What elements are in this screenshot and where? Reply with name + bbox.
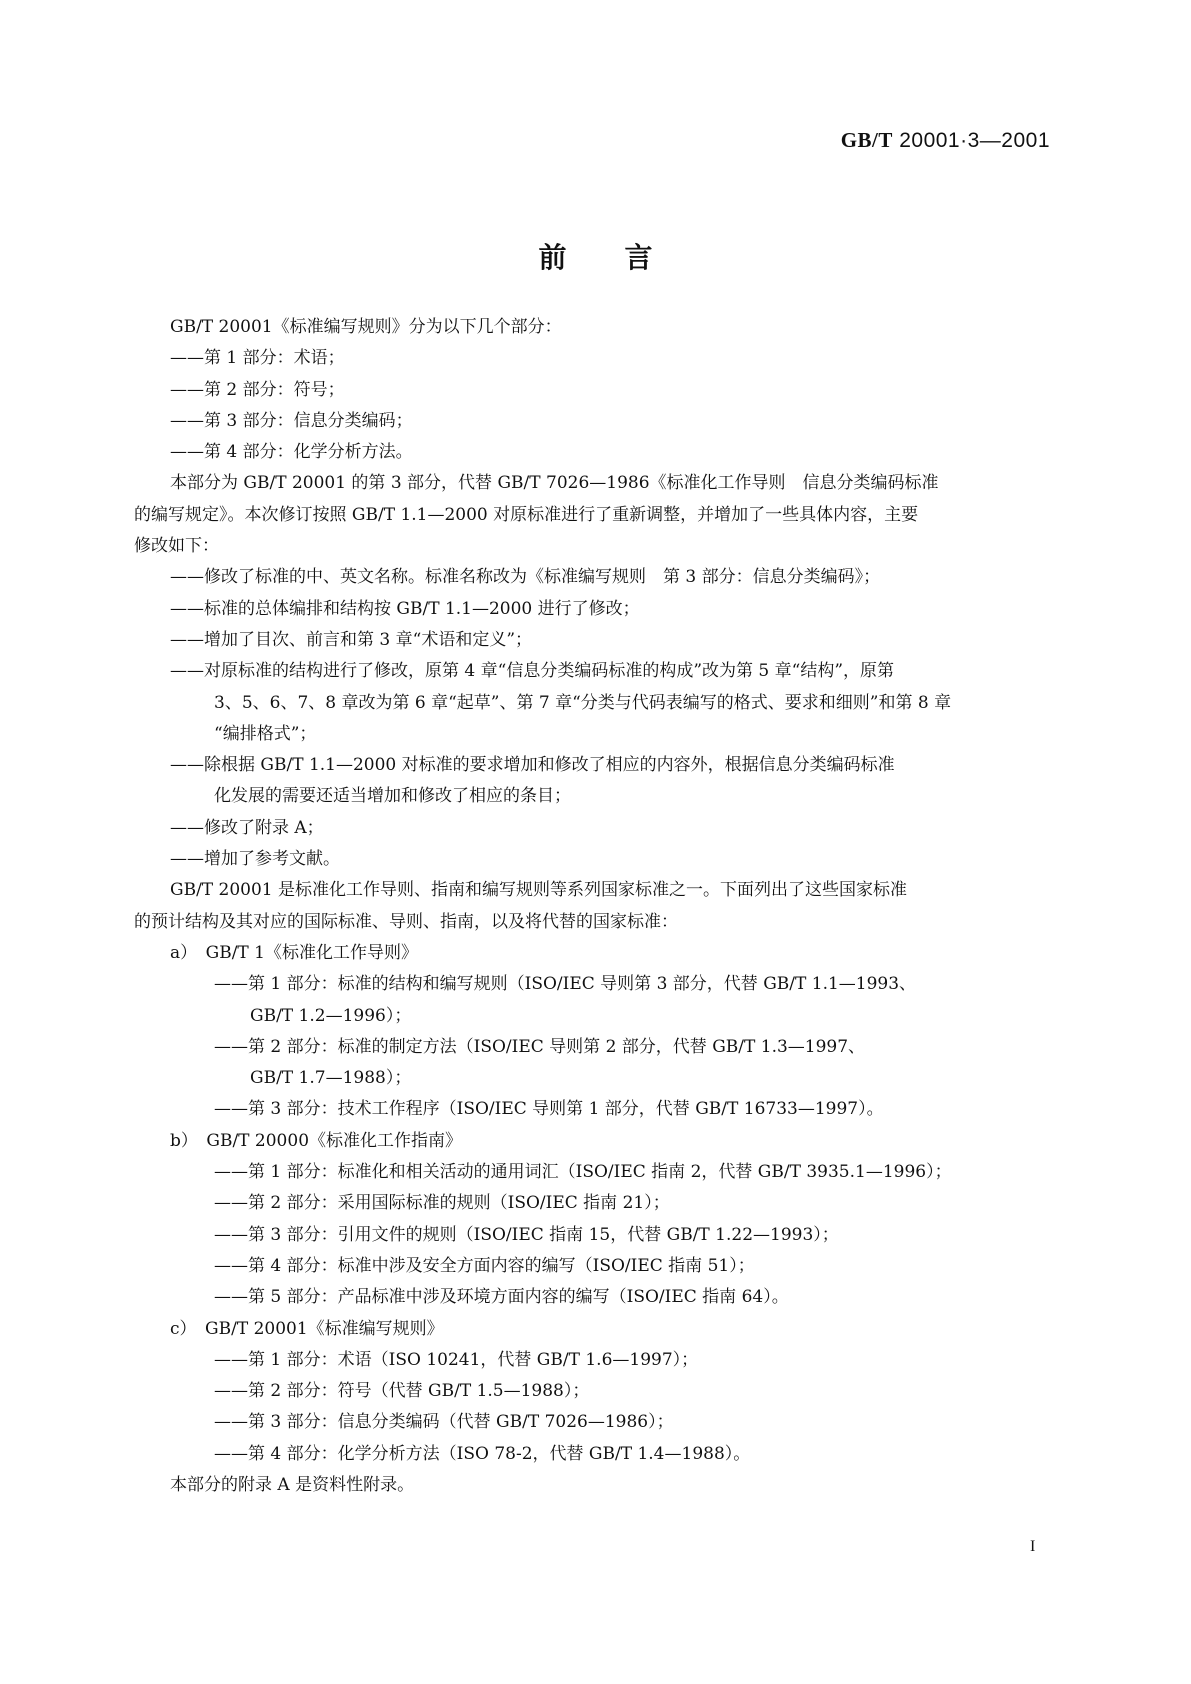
change-item: ——增加了参考文献。 [170,849,340,870]
series-item: ——第 1 部分：术语（ISO 10241，代替 GB/T 1.6—1997）； [214,1349,699,1370]
series-list-a [170,938,1056,1126]
change-item-continued: 化发展的需要还适当增加和修改了相应的条目； [214,786,571,807]
closing-paragraph: 本部分的附录 A 是资料性附录。 [170,1474,415,1495]
series-item: ——第 2 部分：标准的制定方法（ISO/IEC 导则第 2 部分，代替 GB/T 1.3—1997、 [214,1036,866,1057]
parts-list-item: ——第 3 部分：信息分类编码； [170,410,413,431]
series-item: ——第 1 部分：标准的结构和编写规则（ISO/IEC 导则第 3 部分，代替 GB/T 1.1—1993、 [214,974,917,995]
series-item: ——第 3 部分：技术工作程序（ISO/IEC 导则第 1 部分，代替 GB/T 16733—1997）。 [214,1099,884,1120]
page-title-char-2: 言 [624,241,653,274]
page-title-char-1: 前 [538,241,567,274]
change-item: ——标准的总体编排和结构按 GB/T 1.1—2000 进行了修改； [170,598,640,619]
page-title [0,236,1191,276]
document-code-number: 20001·3—2001 [892,129,1050,152]
series-item: ——第 2 部分：符号（代替 GB/T 1.5—1988）； [214,1381,590,1402]
change-item-continued: “编排格式”； [214,723,317,744]
document-code [841,128,1050,153]
series-item: ——第 4 部分：标准中涉及安全方面内容的编写（ISO/IEC 指南 51）； [214,1255,755,1276]
paragraph-line: 的编写规定》。本次修订按照 GB/T 1.1—2000 对原标准进行了重新调整，并增加了一些具体内容，主要 [134,504,919,525]
series-list-c [170,1314,1056,1470]
parts-list-item: ——第 2 部分：符号； [170,379,345,400]
paragraph-line: 的预计结构及其对应的国际标准、导则、指南，以及将代替的国家标准： [134,911,678,932]
document-code-prefix: GB/T [840,128,893,152]
series-item-continued: GB/T 1.2—1996）； [250,1005,412,1026]
intro-paragraph: GB/T 20001《标准编写规则》分为以下几个部分： [170,317,562,337]
paragraph-line: 修改如下： [134,536,219,557]
series-item-continued: GB/T 1.7—1988）； [250,1068,412,1089]
change-item: ——对原标准的结构进行了修改，原第 4 章“信息分类编码标准的构成”改为第 5 章“结构”，原第 [170,661,895,682]
series-item: ——第 5 部分：产品标准中涉及环境方面内容的编写（ISO/IEC 指南 64）。 [214,1287,789,1308]
series-item: ——第 2 部分：采用国际标准的规则（ISO/IEC 指南 21）； [214,1193,670,1214]
change-item: ——除根据 GB/T 1.1—2000 对标准的要求增加和修改了相应的内容外，根据信息分类编码标准 [170,755,895,776]
change-item: ——增加了目次、前言和第 3 章“术语和定义”； [170,629,533,650]
series-item: ——第 4 部分：化学分析方法（ISO 78-2，代替 GB/T 1.4—1988）。 [214,1443,751,1464]
change-item: ——修改了附录 A； [170,817,324,838]
page-number: I [1030,1538,1036,1555]
series-paragraph [134,875,1056,938]
series-label: a） GB/T 1《标准化工作导则》 [170,942,418,963]
parts-list-item: ——第 4 部分：化学分析方法。 [170,442,413,463]
series-label: c） GB/T 20001《标准编写规则》 [170,1318,444,1339]
series-list-b [170,1126,1056,1314]
series-item: ——第 1 部分：标准化和相关活动的通用词汇（ISO/IEC 指南 2，代替 GB/T 3935.1—1996）； [214,1162,952,1183]
replacement-paragraph [134,468,1056,562]
change-item: ——修改了标准的中、英文名称。标准名称改为《标准编写规则 第 3 部分：信息分类编码》； [170,567,881,588]
series-label: b） GB/T 20000《标准化工作指南》 [170,1130,463,1151]
foreword-body [134,312,1056,1501]
series-item: ——第 3 部分：信息分类编码（代替 GB/T 7026—1986）； [214,1412,674,1433]
parts-list-item: ——第 1 部分：术语； [170,348,345,369]
change-item-continued: 3、5、6、7、8 章改为第 6 章“起草”、第 7 章“分类与代码表编写的格式、要求和细则”和第 8 章 [214,692,952,713]
paragraph-line: 本部分为 GB/T 20001 的第 3 部分，代替 GB/T 7026—1986《标准化工作导则 信息分类编码标准 [170,473,939,494]
series-item: ——第 3 部分：引用文件的规则（ISO/IEC 指南 15，代替 GB/T 1.22—1993）； [214,1224,839,1245]
changes-list [170,562,1056,875]
paragraph-line: GB/T 20001 是标准化工作导则、指南和编写规则等系列国家标准之一。下面列出了这些国家标准 [170,880,908,901]
parts-list [170,343,1056,468]
